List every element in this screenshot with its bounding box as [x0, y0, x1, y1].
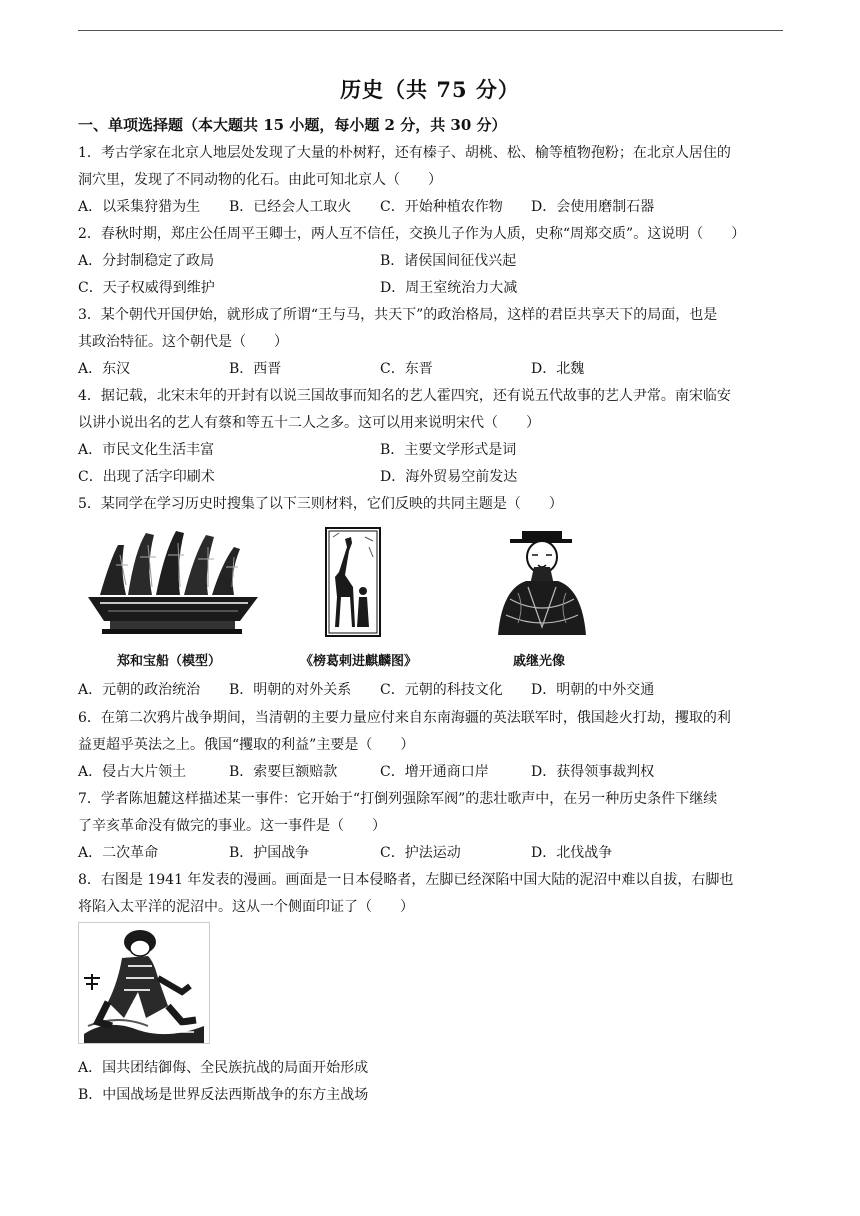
q6-option-a: A．侵占大片领土 — [78, 764, 187, 780]
q4-option-b: B．主要文学形式是词 — [380, 442, 517, 458]
q3-option-b: B．西晋 — [229, 361, 282, 377]
question-3-line-2: 其政治特征。这个朝代是（ ） — [78, 334, 288, 350]
q1-option-d: D．会使用磨制石器 — [531, 199, 655, 215]
q4-option-a: A．市民文化生活丰富 — [78, 442, 215, 458]
question-6-line-1: 6．在第二次鸦片战争期间，当清朝的主要力量应付来自东南海疆的英法联军时，俄国趁火打劫，攫取的利 — [78, 710, 731, 726]
q7-option-a: A．二次革命 — [78, 845, 159, 861]
question-2-line-1: 2．春秋时期，郑庄公任周平王卿士，两人互不信任，交换儿子作为人质，史称“周郑交质”。这说明（ ） — [78, 226, 746, 242]
image-caption-1: 郑和宝船（模型） — [117, 654, 222, 669]
question-8-line-1: 8．右图是 1941 年发表的漫画。画面是一日本侵略者，左脚已经深陷中国大陆的泥沼中难以自拔，右脚也 — [78, 872, 734, 888]
q7-option-b: B．护国战争 — [229, 845, 310, 861]
q6-option-c: C．增开通商口岸 — [380, 764, 489, 780]
giraffe-painting-image — [325, 527, 381, 637]
q3-option-d: D．北魏 — [531, 361, 585, 377]
q2-option-d: D．周王室统治力大减 — [380, 280, 518, 296]
question-7-line-1: 7．学者陈旭麓这样描述某一事件：它开始于“打倒列强除军阀”的悲壮歌声中，在另一种历史条件下继续 — [78, 791, 718, 807]
question-6-line-2: 益更超乎英法之上。俄国“攫取的利益”主要是（ ） — [78, 737, 415, 753]
question-5-line-1: 5．某同学在学习历史时搜集了以下三则材料，它们反映的共同主题是（ ） — [78, 496, 563, 512]
q1-option-b: B．已经会人工取火 — [229, 199, 352, 215]
image-caption-3: 戚继光像 — [513, 654, 566, 669]
q2-option-a: A．分封制稳定了政局 — [78, 253, 215, 269]
q5-option-a: A．元朝的政治统治 — [78, 682, 201, 698]
q5-option-d: D．明朝的中外交通 — [531, 682, 655, 698]
question-1-line-1: 1．考古学家在北京人地层处发现了大量的朴树籽，还有榛子、胡桃、松、榆等植物孢粉；在北京人居住的 — [78, 145, 731, 161]
question-8-line-2: 将陷入太平洋的泥沼中。这从一个侧面印证了（ ） — [78, 899, 414, 915]
cartoon-image — [78, 922, 210, 1044]
treasure-ship-image — [80, 525, 265, 640]
page-title: 历史（共 75 分） — [340, 77, 520, 102]
q7-option-d: D．北伐战争 — [531, 845, 613, 861]
qi-jiguang-portrait-image — [488, 527, 593, 642]
q3-option-a: A．东汉 — [78, 361, 131, 377]
q5-option-b: B．明朝的对外关系 — [229, 682, 352, 698]
header-rule — [78, 30, 783, 31]
q7-option-c: C．护法运动 — [380, 845, 461, 861]
q2-option-b: B．诸侯国间征伐兴起 — [380, 253, 517, 269]
q8-option-a: A．国共团结御侮、全民族抗战的局面开始形成 — [78, 1060, 369, 1076]
q5-option-c: C．元朝的科技文化 — [380, 682, 503, 698]
question-4-line-1: 4．据记载，北宋末年的开封有以说三国故事而知名的艺人霍四究，还有说五代故事的艺人尹常。南宋临安 — [78, 388, 731, 404]
q6-option-b: B．索要巨额赔款 — [229, 764, 338, 780]
question-1-line-2: 洞穴里，发现了不同动物的化石。由此可知北京人（ ） — [78, 172, 442, 188]
question-7-line-2: 了辛亥革命没有做完的事业。这一事件是（ ） — [78, 818, 386, 834]
section-heading: 一、单项选择题（本大题共 15 小题，每小题 2 分，共 30 分） — [78, 116, 507, 134]
question-4-line-2: 以讲小说出名的艺人有蔡和等五十二人之多。这可以用来说明宋代（ ） — [78, 415, 540, 431]
q1-option-a: A．以采集狩猎为生 — [78, 199, 201, 215]
q3-option-c: C．东晋 — [380, 361, 433, 377]
q4-option-c: C．出现了活字印刷术 — [78, 469, 215, 485]
q1-option-c: C．开始种植农作物 — [380, 199, 503, 215]
q2-option-c: C．天子权威得到维护 — [78, 280, 215, 296]
q6-option-d: D．获得领事裁判权 — [531, 764, 655, 780]
question-3-line-1: 3．某个朝代开国伊始，就形成了所谓“王与马，共天下”的政治格局，这样的君臣共享天下的局面，也是 — [78, 307, 718, 323]
q8-option-b: B．中国战场是世界反法西斯战争的东方主战场 — [78, 1087, 369, 1103]
image-caption-2: 《榜葛剌进麒麟图》 — [300, 654, 418, 669]
q4-option-d: D．海外贸易空前发达 — [380, 469, 518, 485]
